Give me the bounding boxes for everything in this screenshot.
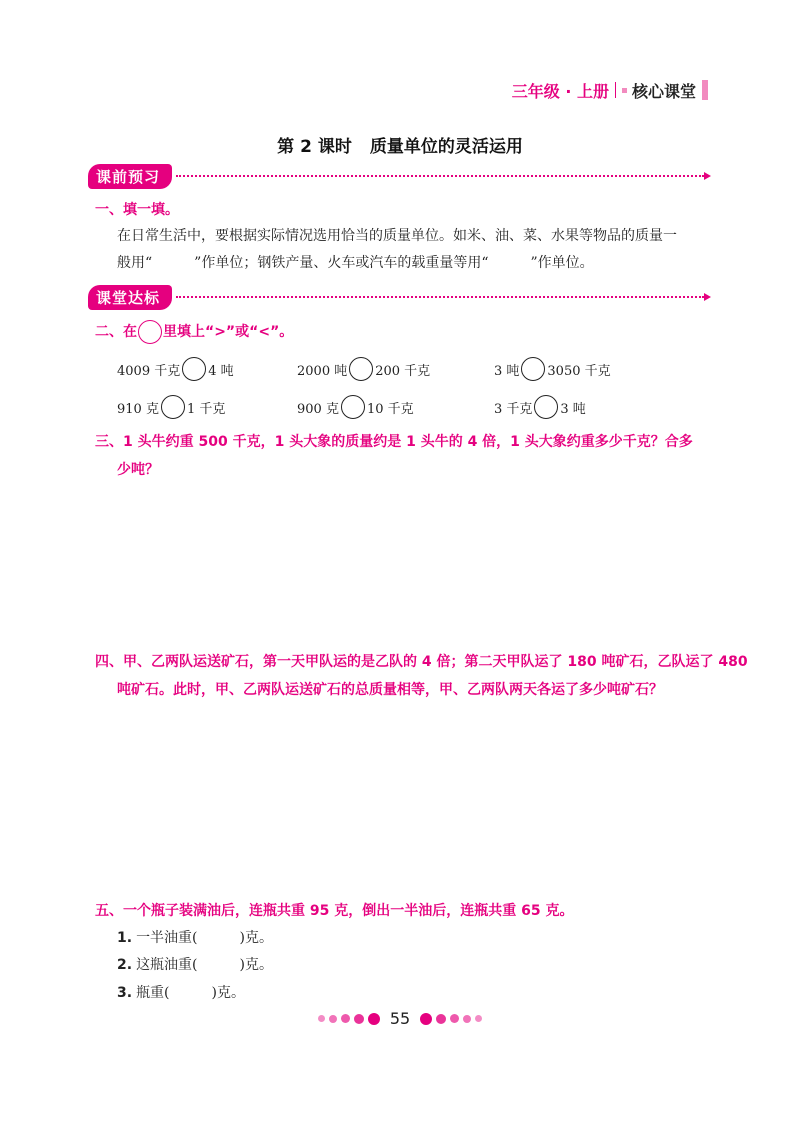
dot-icon (420, 1013, 432, 1025)
sub-text-a: 瓶重( (136, 985, 170, 1001)
dot-icon (329, 1015, 337, 1023)
q1-line2-c: ”作单位。 (530, 255, 594, 271)
q1-line1: 在日常生活中，要根据实际情况选用恰当的质量单位。如米、油、菜、水果等物品的质量一 (117, 228, 677, 244)
q2-title (95, 320, 293, 344)
lesson-number: 第 2 课时 (277, 137, 352, 157)
sub-text-b: )克。 (211, 985, 245, 1001)
sub-text-a: 这瓶油重( (136, 957, 198, 973)
sub-text-a: 一半油重( (136, 930, 198, 946)
header-divider (615, 82, 616, 98)
compare-right: 3 吨 (560, 401, 586, 417)
compare-circle[interactable] (534, 395, 558, 419)
compare-circle[interactable] (161, 395, 185, 419)
dot-icon (318, 1015, 325, 1022)
q4-line1: 四、甲、乙两队运送矿石，第一天甲队运的是乙队的 4 倍；第二天甲队运了 180 吨矿石，乙队运了 480 (95, 654, 748, 670)
q5-sub-2 (117, 954, 273, 976)
dot-icon (436, 1014, 446, 1024)
grade-label: 三年级 · 上册 (511, 81, 609, 101)
q1-line2-b: ”作单位；钢铁产量、火车或汽车的载重量等用“ (194, 255, 489, 271)
sub-text-b: )克。 (239, 957, 273, 973)
page-footer (0, 1009, 800, 1028)
q5-sub-1 (117, 927, 273, 949)
compare-left: 4009 千克 (117, 363, 181, 379)
circle-icon (138, 320, 162, 344)
dot-icon (354, 1014, 364, 1024)
compare-right: 10 千克 (366, 401, 414, 417)
header-end-bar (702, 80, 708, 100)
q2-title-a: 二、在 (95, 324, 137, 340)
header-square-icon (622, 88, 627, 93)
compare-left: 900 克 (297, 401, 339, 417)
q3-line2: 少吨？ (117, 462, 159, 478)
compare-circle[interactable] (521, 357, 545, 381)
sub-number: 1. (117, 930, 133, 946)
dot-icon (475, 1015, 482, 1022)
compare-left: 910 克 (117, 401, 159, 417)
sub-number: 3. (117, 985, 133, 1001)
brand-label: 核心课堂 (631, 81, 696, 101)
compare-item (297, 395, 414, 419)
q3-line1: 三、1 头牛约重 500 千克，1 头大象的质量约是 1 头牛的 4 倍，1 头大象约重多少千克？合多 (95, 434, 693, 450)
compare-right: 4 吨 (208, 363, 234, 379)
lesson-title (0, 132, 800, 157)
compare-left: 3 吨 (494, 363, 520, 379)
compare-circle[interactable] (182, 357, 206, 381)
arrow-icon (704, 172, 711, 180)
compare-left: 2000 吨 (297, 363, 348, 379)
compare-item (297, 357, 430, 381)
q2-title-b: 里填上“>”或“<”。 (163, 324, 294, 340)
page-number: 55 (389, 1009, 411, 1028)
compare-right: 1 千克 (186, 401, 226, 417)
arrow-icon (704, 293, 711, 301)
dotted-line (176, 175, 704, 177)
section-label-preview: 课前预习 (88, 164, 172, 189)
q5-title: 五、一个瓶子装满油后，连瓶共重 95 克，倒出一半油后，连瓶共重 65 克。 (95, 903, 574, 919)
compare-item (494, 395, 586, 419)
dot-icon (463, 1015, 471, 1023)
sub-number: 2. (117, 957, 133, 973)
compare-right: 3050 千克 (547, 363, 611, 379)
dotted-line (176, 296, 704, 298)
compare-item (117, 357, 234, 381)
dot-icon (341, 1014, 350, 1023)
lesson-name: 质量单位的灵活运用 (369, 137, 523, 157)
section-banner-classroom (88, 285, 711, 309)
compare-circle[interactable] (349, 357, 373, 381)
q1-title: 一、填一填。 (95, 202, 179, 218)
dot-icon (450, 1014, 459, 1023)
compare-left: 3 千克 (494, 401, 533, 417)
q1-line2-a: 般用“ (117, 255, 153, 271)
compare-circle[interactable] (341, 395, 365, 419)
page-header (512, 78, 708, 102)
compare-item (117, 395, 225, 419)
section-banner-preview (88, 164, 711, 188)
dot-icon (368, 1013, 380, 1025)
q4-line2: 吨矿石。此时，甲、乙两队运送矿石的总质量相等，甲、乙两队两天各运了多少吨矿石？ (117, 682, 663, 698)
section-label-classroom: 课堂达标 (88, 285, 172, 310)
q5-sub-3 (117, 982, 245, 1004)
sub-text-b: )克。 (239, 930, 273, 946)
compare-right: 200 千克 (375, 363, 431, 379)
q1-line2 (117, 252, 594, 274)
compare-item (494, 357, 611, 381)
